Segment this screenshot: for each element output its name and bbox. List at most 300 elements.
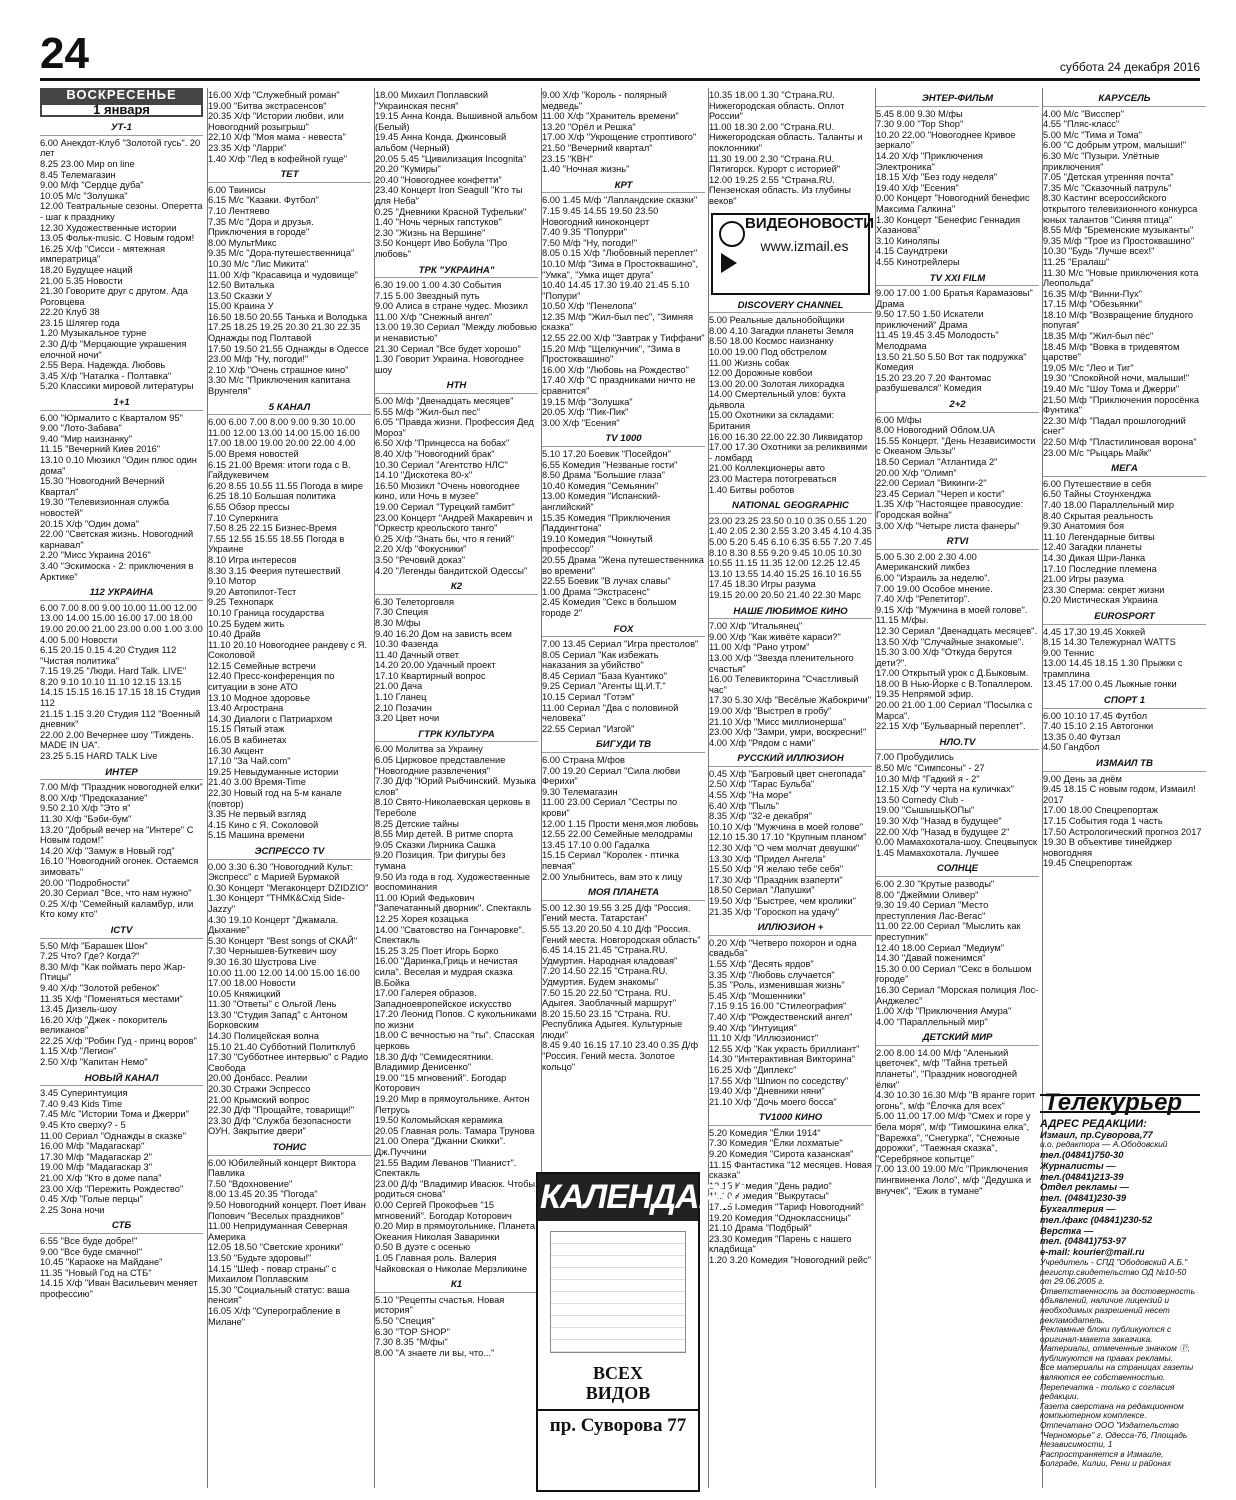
imprint-line: Рекламные блоки публикуются с оригинал-макета заказчика. [1040,1324,1172,1344]
program-item: 3.35 Х/ф "Любовь случается" [709,969,835,980]
channel-name: ТЕТ [208,170,371,183]
program-item: 19.00 Х/ф "Выстрел в гробу" [709,705,832,716]
channel-section [876,537,1039,732]
program-item: 8.50 М/с "Симпсоны" - 27 [876,763,985,774]
program-item: 5.50 М/ф "Барашек Шон" [40,940,148,951]
program-item: 22.10 Х/ф "Моя мама - невеста" [208,132,346,143]
program-item: 1.40 "Ночная жизнь" [542,164,630,175]
channel-name: СПОРТ 1 [1043,696,1206,709]
channel-section [876,1033,1039,1196]
imprint-line: Измаил, пр.Суворова,77 [1040,1128,1153,1140]
program-item: 2.30 Д/ф "Мерцающие украшения елочной ночи" [40,339,187,360]
program-item: 20.00 21.00 1.00 Сериал "Посылка с Марса". [876,700,1033,721]
program-item: 15.20 М/ф "Щелкунчик", "Зима в Простоквашино" [542,343,681,365]
program-item: 9.00 17.00 1.00 Братья Карамазовы" Драма [876,288,1033,309]
program-item: 18.00 Михаил Поплавский "Украинская песня" [375,90,489,111]
program-item: 9.50 2.10 Х/ф "Это я" [40,803,131,814]
program-item: 22.30 Новый год на 5-м канале (повтор) [208,788,342,809]
program-item: 13.45 Дизель-шоу [40,1004,117,1015]
program-item: 12.50 Виталька [208,280,275,291]
imprint-line: Учредитель - СПД "Ободовский А.Б." [1040,1256,1188,1267]
program-item: 20.05 Х/ф "Пик-Пик" [542,407,629,418]
channel-name: DISCOVERY CHANNEL [709,301,872,314]
program-item: 20.00 Х/ф "Олимп" [876,467,957,478]
program-item: 10.50 Х/ф "Пенелопа" [542,301,637,312]
program-item: 10.10 М/ф "Зима в Простоквашино", "Умка", "Умка ищет друга" [542,258,699,280]
program-item: 11.00 Сериал "Однажды в сказке" [40,1130,186,1141]
program-item: 8.00 4.10 Загадки планеты Земля [709,325,854,336]
program-item: 2.50 Х/ф "Капитан Немо" [40,1057,148,1068]
program-item: 12.40 Пресс-конференция по ситуации в зоне АТО [208,671,335,693]
program-item: 13.05 Фольк-music. С Новым годом! [40,233,195,244]
channel-name: МЕГА [1043,464,1206,477]
program-item: 10.30 Фазенда [375,639,439,650]
program-item: 16.05 В кабинетах [208,735,287,746]
program-item: 10.25 Будем жить [208,618,285,629]
imprint-line: Отпечатано ООО "Издательство "Черноморье" г. Одесса-76, Площадь Независимости, 1 [1040,1420,1188,1450]
channel-section [709,501,872,600]
program-item: 19.00 М/ф "Мадагаскар 3" [40,1162,152,1173]
program-item: 19.30 "Спокойной ночи, малыши!" [1043,373,1190,384]
program-item: 6.00 1.45 М/ф "Лапландские сказки" [542,195,698,206]
program-item: 23.00 Д/ф "Владимир Ивасюк. Чтобы родиться снова" [375,1178,536,1200]
program-item: 1.40 Х/ф "Лед в кофейной гуще" [208,153,348,164]
program-item: 6.50 Х/ф "Принцесса на бобах" [375,438,510,449]
channel-name: 112 УКРАИНА [40,588,203,601]
program-item: 7.20 14.50 22.15 "Страна.RU. Удмуртия. Будем знакомы" [542,966,668,987]
program-item: 15.00 Краина У [208,301,274,312]
program-item: 16.30 Сериал "Морская полиция Лос-Анджелес" [876,984,1039,1006]
program-item: 8.00 Х/ф "Предсказание" [40,792,148,803]
program-item: 18.30 Д/ф "Семидесятники. Владимир Денисенко" [375,1051,494,1073]
channel-name: ЭСПРЕССО TV [208,847,371,860]
program-item: 1.30 Говорит Украина. Новогоднее шоу [375,354,524,375]
program-item: 7.30 9.00 "Top Shop" [876,119,964,130]
program-item: 4.20 "Легенды бандитской Одессы" [375,565,528,576]
program-item: 2.50 Х/ф "Тарас Бульба" [709,779,815,790]
program-item: 7.30 Специя [375,607,429,618]
program-item: 8.30 3.15 Феерия путешествий [208,565,341,576]
program-item: 14.15 Х/ф "Иван Васильевич меняет профессию" [40,1278,198,1299]
channel-name: НОВЫЙ КАНАЛ [40,1074,203,1087]
program-item: 15.00 Охотники за складами: Британия [709,410,835,432]
program-item: 9.30 19.40 Сериал "Место преступления Лас-Вегас" [876,900,989,921]
program-item: 10.30 М/ф "Гадкий я - 2" [876,773,980,784]
program-item: 11.00 Х/ф "Снежный ангел" [375,311,493,322]
channel-name: ИЗМАИЛ ТВ [1043,759,1206,772]
channel-section [208,90,371,164]
program-item: 5.00 М/ф "Двенадцать месяцев" [375,396,514,407]
advert-headline: КАЛЕНДАРИ [538,1174,698,1221]
imprint-line: тел. (04841)753-97 [1040,1235,1127,1247]
program-item: 14.20 20.00 Удачный проект [375,660,496,671]
channel-name: FOX [542,625,705,638]
program-item: 5.00 М/с "Тима и Тома" [1043,129,1142,140]
program-item: 17.15 Комедия "Тариф Новогодний" [709,1202,864,1213]
program-item: 1.00 Х/ф "Приключения Амура" [876,1006,1012,1017]
program-item: 15.30 "Новогодний Вечерний Квартал" [40,476,165,497]
program-item: 21.30 Сериал "Все будет хорошо" [375,343,521,354]
program-item: 13.45 17.00 0.45 Лыжные гонки [1043,679,1177,690]
channel-section [1043,612,1206,690]
program-item: 11.00 Х/ф "Рано утром" [709,642,810,653]
issue-date: суббота 24 декабря 2016 [1059,60,1200,74]
imprint-box [1040,1089,1200,1494]
program-item: 12.40 18.00 Сериал "Медиум" [876,942,1005,953]
channel-name: СОЛНЦЕ [876,864,1039,877]
channel-name: ДЕТСКИЙ МИР [876,1033,1039,1046]
program-item: 8.50 Драма "Большие глаза" [542,470,665,481]
program-item: 6.55 Комедия "Незваные гости" [542,459,678,470]
program-item: 0.00 Мамахохотала-шоу. Спецвыпуск [876,837,1037,848]
channel-name: РУССКИЙ ИЛЛЮЗИОН [709,754,872,767]
program-item: 15.35 Комедия "Приключения Паддингтона" [542,512,671,534]
program-item: 8.35 Х/ф "32-е декабря" [709,811,812,822]
program-item: 12.55 22.00 Х/ф "Завтрак у Тиффани" [542,333,705,344]
program-item: 8.55 Мир детей. В ритме спорта [375,829,514,840]
program-item: 19.25 Невыдуманные истории [208,766,339,777]
program-item: 11.15 Фантастика "12 месяцев. Новая сказка" [709,1159,872,1181]
program-item: 21.10 Х/ф "Мисс миллионерша" [709,716,847,727]
program-item: 6.25 18.10 Большая политика [208,491,336,502]
program-item: 13.20 "Добрый вечер на "Интере" С Новым годом!" [40,824,194,846]
program-item: 11.10 Х/ф "Иллюзионист" [709,1033,819,1044]
imprint-line: Отдел рекламы — [1040,1181,1129,1193]
program-item: 8.40 Х/ф "Новогодний брак" [375,449,495,459]
program-item: 20.15 Х/ф "Один дома" [40,518,139,529]
program-item: 6.05 "Правда жизни. Профессия Дед Мороз" [375,417,534,438]
program-item: 22.55 Сериал "Изгой" [542,723,635,734]
program-item: 8.45 Сериал "База Куантико" [542,670,667,681]
program-item: 19.15 Анна Конда. Вышивной альбом (Белый) [375,111,538,132]
channel-name: ГТРК КУЛЬТУРА [375,730,538,743]
program-item: 11.15 "Вечерний Киев 2016" [40,444,161,455]
program-item: 12.30 Художественные истории [40,222,177,233]
program-item: 14.10 "Дискотека 80-х" [375,470,473,481]
program-item: 21.10 Драма "Подбрый" [709,1223,812,1234]
program-item: 10.40 Комедия "Семьянин" [542,480,659,491]
program-item: 10.20 22.00 "Новогоднее Кривое зеркало" [876,129,1016,151]
videonews-banner [711,213,875,295]
program-item: 9.00 М/ф "Сердце дуба" [40,180,144,191]
program-item: 8.00 МультМикс [208,237,277,248]
program-item: 4.55 Кинотрейлеры [876,256,960,267]
program-item: 7.15 5.00 Звездный путь [375,290,480,301]
program-item: 6.50 Тайны Стоунхенджа [1043,489,1152,500]
channel-name: ИЛЛЮЗИОН + [709,923,872,936]
imprint-lines [1040,1119,1200,1469]
program-item: 12.55 22.00 Семейные мелодрамы [542,829,693,840]
program-item: 9.50 17.50 1.50 Искатели приключений" Драма [876,309,984,330]
program-item: 5.45 Х/ф "Мошенники" [709,990,806,1001]
program-item: 17.50 19.50 21.55 Однажды в Одессе [208,343,369,354]
imprint-line: Все материалы на страницах газеты являются ее собственностью. [1040,1362,1194,1383]
program-item: 23.30 Сперма: секрет жизни [1043,584,1165,595]
program-item: 7.50 15.20 22.50 "Страна. RU. Адыгея. Заоблачный маршрут" [542,987,677,1009]
program-item: 9.20 Комедия "Сирота казанская" [709,1149,854,1160]
page-header [40,29,1200,81]
program-item: 2.00 8.00 14.00 М/ф "Аленький цветочек", м/ф "Тайна третьей планеты", "Праздник новогодней ёлки" [876,1047,1018,1090]
program-item: 9.40 Х/ф "Интуиция" [709,1022,797,1033]
program-item: 7.15 9.15 16.00 "Стилеография" [709,1001,847,1012]
program-item: 12.30 Сериал "Двенадцать месяцев". [876,625,1038,636]
program-item: 11.00 23.00 Сериал "Сестры по крови" [542,797,678,818]
program-item: 20.30 Стражи Эспрессо [208,1084,311,1095]
channel-section [208,403,371,841]
program-item: 23.40 Концерт Iron Seagull "Кто ты для Неба" [375,185,523,206]
channel-name: ТРК "УКРАИНА" [375,266,538,279]
program-item: 9.35 М/с "Дора-путешественница" [208,248,355,259]
program-item: 20.20 "Кумиры" [375,164,441,175]
program-item: 5.30 Концерт "Best songs of СКАЙ" [208,935,358,946]
program-item: 7.00 М/ф "Праздник новогодней елки" [40,782,203,793]
channel-section [876,274,1039,395]
program-item: 13.10 Модное здоровье [208,692,311,703]
program-item: 2.00 Улыбнитесь, вам это к лицу [542,871,683,882]
program-item: 21.00 Крымский вопрос [208,1094,310,1105]
program-item: 13.50 Comedy Club - [876,794,964,805]
schedule-column [40,88,203,1488]
program-item: 2.55 Вера. Надежда. Любовь [40,360,166,371]
program-item: 9.45 Кто сверху? - 5 [40,1120,126,1131]
program-item: 20.05 5.45 "Цивилизация Incognita" [375,153,527,164]
program-item: 5.00 12.30 19.55 3.25 Д/ф "Россия. Гений места. Татарстан" [542,902,691,924]
program-item: 17.00 Х/ф "Укрощение строптивого" [542,132,697,143]
program-item: 9.40 16.20 Дом на зависть всем [375,628,512,639]
program-item: 19.45 Анна Конда. Джинсовый альбом (Черный) [375,132,507,153]
program-item: 6.45 14.15 21.45 "Страна.RU. Удмуртия. Народная кладовая" [542,945,678,966]
schedule-column [708,88,875,1488]
program-item: 4.00 М/с "Висспер" [1043,108,1124,119]
imprint-line: тел.(04841)213-39 [1040,1170,1124,1182]
program-item: 20.00 "Подробности" [40,877,130,888]
program-item: 9.40 "Мир наизнанку" [40,433,132,444]
program-item: 21.55 Вадим Леванов "Пианист". Спектакль [375,1157,517,1179]
program-item: 17.15 События года 1 часть [1043,816,1163,826]
program-item: 9.00 Алиса в стране чудес. Мюзикл [375,301,528,312]
program-item: 9.30 Анатомия боя [1043,521,1125,532]
program-item: 1.15 Х/ф "Легион" [40,1046,117,1057]
channel-section [1043,696,1206,753]
program-item: 10.45 "Караоке на Майдане" [40,1257,163,1268]
channel-section [709,301,872,496]
program-item: 6.00 Путешествие в себя [1043,478,1152,489]
program-item: 3.45 Х/ф "Наталка - Полтавка" [40,370,172,381]
channel-section [876,864,1039,1027]
program-item: 21.35 Х/ф "Гороскоп на удачу" [709,906,840,917]
channel-name: TV XXI FILM [876,274,1039,287]
program-item: 11.00 18.30 2.00 "Страна.RU. Нижегородская область. Таланты и поклонники" [709,121,863,153]
program-item: 21.00 Опера "Джанни Скикки". Дж.Пуччини [375,1136,506,1157]
schedule-column [374,88,538,1488]
channel-name: КАРУСЕЛЬ [1043,94,1206,107]
program-item: 3.40 "Эскимоска - 2: приключения в Арктике" [40,560,194,582]
program-item: 12.15 Семейные встречи [208,660,316,671]
program-item: 6.00 10.10 17.45 Футбол [1043,710,1148,721]
program-item: 4.30 10.30 16.30 М/ф "В яранге горит огонь", м/ф "Ёлочка для всех" [876,1090,1036,1111]
program-item: 4.55 Х/ф "На море" [709,790,792,801]
program-item: 19.50 Х/ф "Быстрее, чем кролики" [709,896,856,906]
program-item: 5.20 Классики мировой литературы [40,381,194,392]
channel-name: ICTV [40,926,203,939]
channel-name: ТОНИС [208,1143,371,1156]
program-item: 13.00 14.45 18.15 1.30 Прыжки с трамплина [1043,658,1183,679]
program-item: 9.00 "Лото-Забава" [40,423,122,434]
program-item: 20.35 Х/ф "Истории любви, или Новогодний розыгрыш" [208,111,344,132]
advert-line-2: ВИДОВ [585,1383,651,1403]
program-item: 16.50 18.50 20.55 Танька и Володька [208,311,368,322]
play-icon [721,253,737,273]
program-item: 14.15 "Шеф - повар страны" с Михаилом Поплавским [208,1263,337,1285]
channel-name: 1+1 [40,398,203,411]
program-item: 15.15 Пятый этаж [208,724,285,735]
program-item: 21.00 Дача [375,681,423,692]
program-item: 11.00 Х/ф "Хранитель времени" [542,111,679,122]
channel-name: МОЯ ПЛАНЕТА [542,888,705,901]
program-item: 21.30 Говорите друг с другом. Ада Роговцева [40,286,188,307]
program-item: 9.10 Мотор [208,576,256,587]
program-item: 9.50 Из года в год. Художественные воспоминания [375,871,531,893]
program-item: 4.50 Гандбол [1043,742,1100,753]
program-item: 7.15 9.45 14.55 19.50 23.50 Новогодний киноконцерт [542,205,659,227]
channel-section [375,582,538,724]
telekurier-logo: Телекурьер [1040,1094,1200,1113]
program-item: 10.35 18.00 1.30 "Страна.RU. Нижегородская область. Оплот России" [709,90,845,122]
program-item: 18.10 М/ф "Возвращение блудного попугая" [1043,309,1194,331]
program-item: 2.30 "Жизнь на Вершине" [375,227,486,238]
program-item: 15.20 Комедия "Выкрутасы" [709,1191,829,1202]
imprint-line: регистр.свидетельство ОД №10-50 от 29.06.2005 г. [1040,1266,1187,1287]
program-item: 8.45 Телемагазин [40,169,116,180]
program-item: 7.30 8.35 "М/фы" [375,1337,448,1348]
channel-name: TV 1000 [542,434,705,447]
channel-section [876,738,1039,859]
program-item: 21.00 Игры разума [1043,574,1124,585]
program-item: 12.35 М/ф "Жил-был пес", "Зимняя сказка" [542,311,694,333]
program-item: 13.00 Х/ф "Звезда пленительного счастья" [709,652,854,674]
program-item: 11.00 22.00 Сериал "Мыслить как преступник" [876,921,1021,942]
program-item: 17.30 Х/ф "Праздник взаперти" [709,874,843,885]
program-item: 7.50 8.25 22.15 Бизнес-Время [208,523,337,534]
channel-section [1043,464,1206,606]
program-item: 19.15 20.00 20.50 21.40 22.30 Марс [709,589,862,600]
program-item: 7.00 Х/ф "Итальянец" [709,621,803,632]
program-item: 19.40 М/с "Шоу Тома и Джерри" [1043,384,1180,395]
channel-section [1043,759,1206,869]
program-item: 8.30 М/фы [375,617,421,628]
program-item: 13.00 19.30 Сериал "Между любовью и ненавистью" [375,322,537,344]
program-item: 7.00 13.45 Сериал "Игра престолов" [542,639,699,650]
program-item: 7.40 Х/ф "Рождественский ангел" [709,1011,853,1022]
program-item: 13.30 Х/ф "Придел Ангела" [709,853,826,864]
program-item: 6.30 М/с "Пузыри. Улётные приключения" [1043,150,1160,172]
program-item: 23.00 Х/ф "Замри, умри, воскресни!" [709,727,867,738]
program-item: 6.00 Юбилейный концерт Виктора Павлика [208,1157,356,1179]
program-item: 19.00 Сериал "Турецкий гамбит" [375,501,515,512]
program-item: 10.40 Драйв [208,629,261,640]
program-item: 9.05 Сказки Лирника Сашка [375,839,496,850]
program-item: 6.40 Х/ф "Пыль" [709,800,779,811]
program-item: 16.35 М/ф "Винни-Пух" [1043,288,1142,299]
program-item: 17.25 18.25 19.25 20.30 21.30 22.35 Однажды под Полтавой [208,322,361,344]
program-item: 6.30 "ТОР SHOP" [375,1326,450,1337]
program-item: 22.50 М/ф "Пластилиновая ворона" [1043,437,1197,447]
program-item: 7.00 19.20 Сериал "Сила любви Ферихи" [542,765,681,787]
program-item: 23.00 М/ф "Ну, погоди!" [208,354,309,365]
program-item: 16.50 Мюзикл "Очень новогоднее кино, или Ночь в музее" [375,480,520,502]
channel-section [375,90,538,260]
program-item: 7.30 Комедия "Ёлки лохматые" [709,1138,843,1149]
channel-section [542,740,705,882]
program-item: 22.30 Д/ф "Прощайте, товарищи!" [208,1105,355,1116]
program-item: 7.15 19.25 "Люди. Hard Talk. LIVE" [40,666,187,677]
program-item: 7.40 15.10 2.15 Автогонки [1043,721,1154,732]
channel-section [1043,94,1206,458]
program-item: 10.05 Княжицкий [208,988,281,999]
program-item: 6.00 Страна М/фов [542,755,625,766]
channel-name: БИГУДИ ТВ [542,740,705,753]
program-item: 10.10 Граница государства [208,607,325,618]
program-item: 7.50 М/ф "Ну, погоди!" [542,237,637,248]
program-item: 22.25 Х/ф "Робин Гуд - принц воров" [40,1035,197,1046]
program-item: 23.00 Х/ф "Пережить Рождество" [40,1183,184,1194]
channel-section [208,847,371,1137]
program-item: 7.50 "Вдохновение" [208,1178,293,1189]
program-item: 5.50 "Специя" [375,1315,435,1326]
program-item: 16.00 Х/ф "Служебный роман" [208,90,340,100]
program-item: 8.00 Новогодний Облом.UA [876,425,995,436]
program-item: 11.25 "Ералаш" [1043,256,1110,267]
program-item: 6.15 М/с "Казаки. Футбол" [208,195,319,206]
program-item: 22.20 Клуб 38 [40,307,100,318]
program-item: 17.15 М/ф "Обезьянки" [1043,299,1142,310]
program-item: 7.10 Лентяево [208,205,270,216]
program-item: 7.55 12.55 15.55 18.55 Погода в Украине [208,533,345,555]
program-item: 17.00 18.00 Спецрепортаж [1043,805,1158,816]
program-item: 22.00 2.00 Вечернее шоу "Тиждень. MADE IN UA". [40,729,194,751]
program-item: 8.45 9.40 16.15 17.10 23.40 0.35 Д/ф "Россия. Гений места. Золотое кольцо" [542,1040,699,1072]
program-item: 6.00 7.00 8.00 9.00 10.00 11.00 12.00 13.00 14.00 15.00 16.00 17.00 18.00 19.00 20.00 21.00 23.00 0.00 1.00 3.00 4.00 5.00 Новости [40,602,203,645]
program-item: 5.00 5.30 2.00 2.30 4.00 Американский ликбез [876,551,977,573]
program-item: 8.05 Сериал "Как избежать наказания за убийство" [542,649,659,671]
program-item: 9.00 День за днём [1043,773,1122,784]
program-item: 1.00 Драма "Экстрасенс" [542,586,650,597]
program-item: 9.30 Телемагазин [542,786,618,797]
program-item: 15.30 3.00 Х/ф "Откуда берутся дети?". [876,647,1012,668]
program-item: 23.45 Сериал "Череп и кости" [876,488,1005,499]
channel-section [40,768,203,920]
program-item: 13.45 17.10 0.00 Гадалка [542,839,650,850]
videonews-title: ВИДЕОНОВОСТИ [745,214,875,232]
program-item: 11.00 Жизнь собак [709,357,790,368]
program-item: 3.00 Х/ф "Четыре листа фанеры" [876,520,1020,531]
program-item: 23.30 Комедия "Парень с нашего кладбища" [709,1233,852,1255]
program-item: 0.25 Х/ф "Знать бы, что я гений" [375,533,515,544]
imprint-line: Ответственность за достоверность объявлений, наличие лицензий и необходимых разрешений несет рекламодатель. [1040,1285,1196,1325]
program-item: 1.10 Гланец [375,692,427,703]
program-item: 4.30 19.10 Концерт "Джамала. Дыхание" [208,914,339,936]
program-item: 23.00 23.25 23.50 0.10 0.35 0.55 1.20 1.40 2.05 2.30 2.55 3.20 3.45 4.10 4.35 5.00 5.20 5.45 6.10 6.35 6.55 7.20 7.45 8.10 8.30 8.55 9.20 9.45 10.05 10.30 10.55 11.15 11.35 12.00 12.25 12.45 13.10 13.55 14.40 15.25 16.10 16.55 17.45 18.30 Игры разума [709,515,872,590]
channel-section [709,923,872,1107]
program-item: 1.20 3.20 Комедия "Новогодний рейс" [709,1255,871,1265]
channel-name: СТБ [40,1221,203,1234]
program-item: 10.30 М/с "Лис Микита" [208,258,309,269]
program-item: 20.30 Сериал "Все, что нам нужно" [40,888,192,899]
program-item: 12.05 18.50 "Светские хроники" [208,1242,344,1253]
program-item: 21.00 Х/ф "Кто в доме папа" [40,1173,162,1183]
program-item: 20.40 "Новогоднее конфетти" [375,174,502,185]
channel-name: НТН [375,381,538,394]
